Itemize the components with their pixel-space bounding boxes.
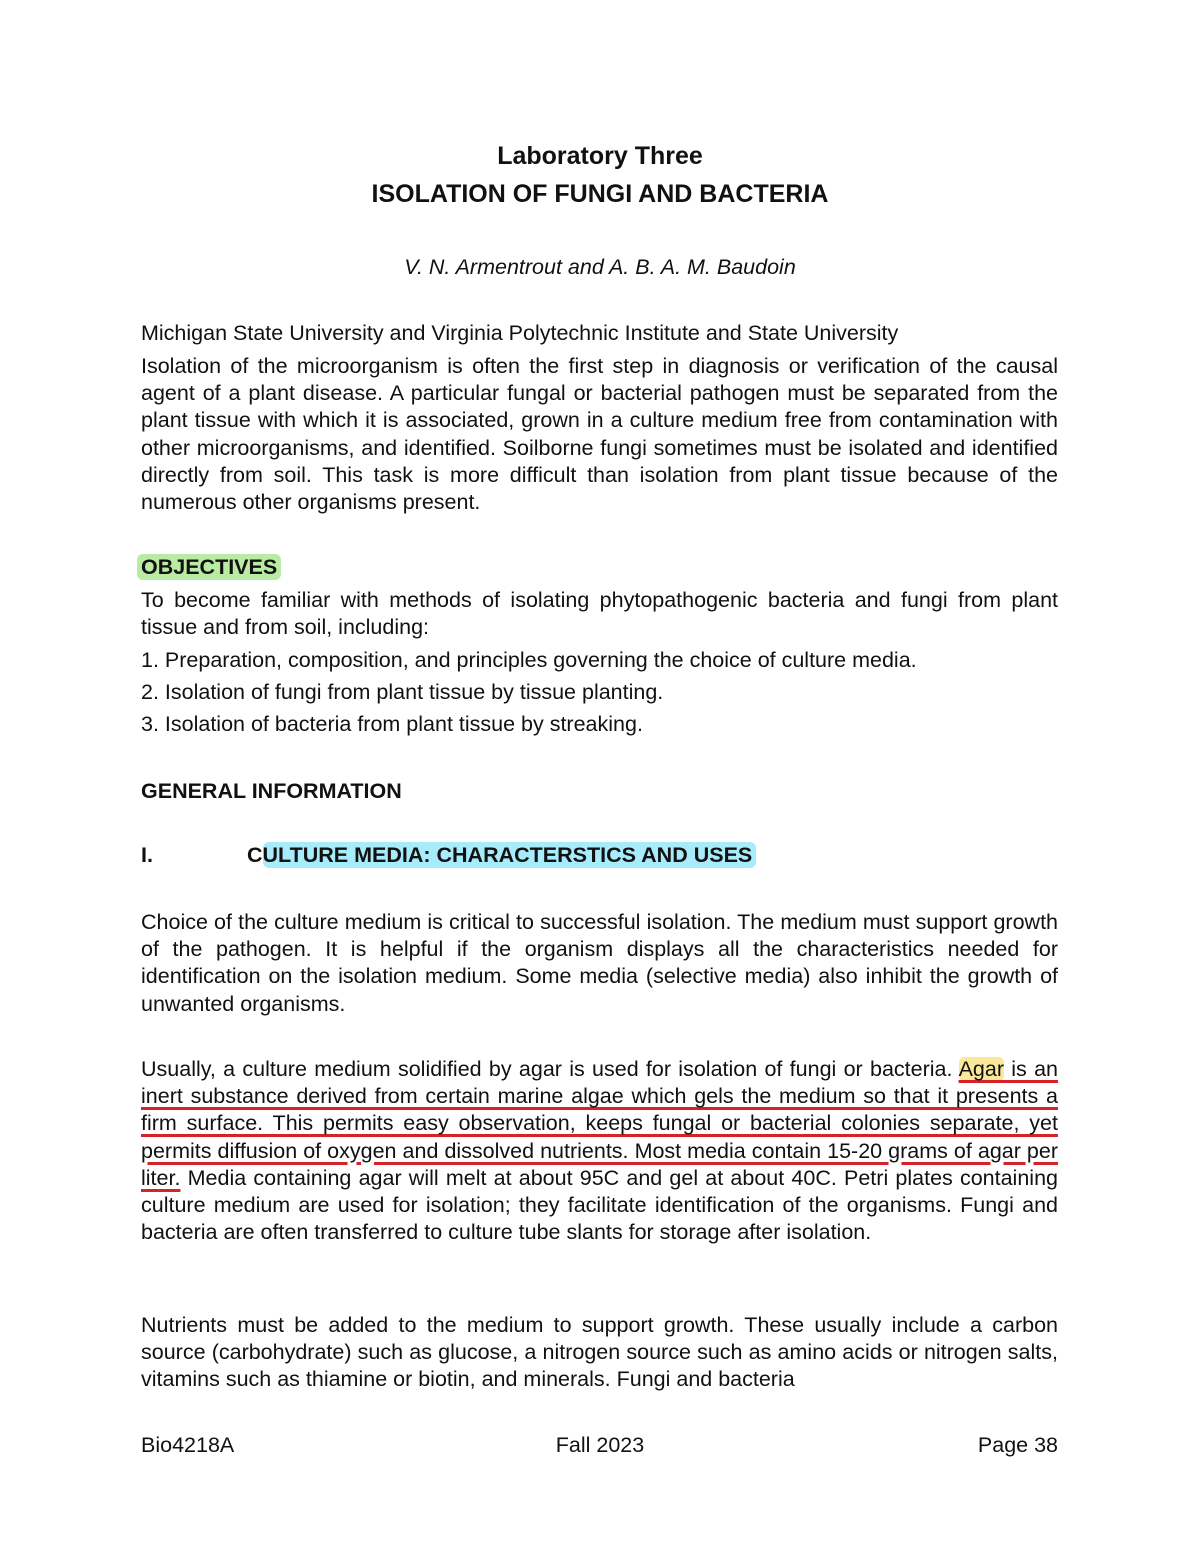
section-title — [247, 843, 756, 868]
objectives-highlight: OBJECTIVES — [137, 554, 281, 580]
objective-item: 1. Preparation, composition, and principles governing the choice of culture media. — [141, 648, 917, 672]
objective-item: 2. Isolation of fungi from plant tissue by tissue planting. — [141, 680, 664, 704]
objectives-lead: To become familiar with methods of isolating phytopathogenic bacteria and fungi from plant tissue and from soil, including: — [141, 588, 1058, 640]
objective-item: 3. Isolation of bacteria from plant tissue by streaking. — [141, 712, 643, 736]
culture-media-paragraph-3: Nutrients must be added to the medium to support growth. These usually include a carbon source (carbohydrate) such as glucose, a nitrogen source such as amino acids or nitrogen salts, vitamins such as thiamine or biotin, and minerals. Fungi and bacteria — [141, 1313, 1058, 1392]
culture-media-paragraph-1: Choice of the culture medium is critical to successful isolation. The medium must support growth of the pathogen. It is helpful if the organism displays all the characteristics needed for identification on the isolation medium. Some media (selective media) also inhibit the growth of unwanted organisms. — [141, 910, 1058, 1016]
title-line-1: Laboratory Three — [497, 142, 703, 170]
footer-term: Fall 2023 — [555, 1433, 645, 1457]
authors: V. N. Armentrout and A. B. A. M. Baudoin — [404, 255, 796, 279]
section-title-highlight: ULTURE MEDIA: CHARACTERSTICS AND USES — [263, 842, 757, 868]
agar-highlight: Agar — [958, 1057, 1004, 1081]
affiliation: Michigan State University and Virginia Polytechnic Institute and State University — [141, 321, 899, 345]
culture-media-paragraph-2 — [141, 1056, 1058, 1246]
title-line-2: ISOLATION OF FUNGI AND BACTERIA — [371, 180, 829, 208]
intro-paragraph: Isolation of the microorganism is often the first step in diagnosis or verification of the causal agent of a plant disease. A particular fungal or bacterial pathogen must be separated from the plant tissue with which it is associated, grown in a culture medium free from contamination with other microorganisms, and identified. Soilborne fungi sometimes must be isolated and identified directly from soil. This task is more difficult than isolation from plant tissue because of the numerous other organisms present. — [141, 354, 1058, 515]
underlined-passage: is an inert substance derived from certain marine algae which gels the medium so that it presents a firm surface. This permits easy observation, keeps fungal or bacterial colonies separate, yet permits diffusion of oxygen and dissolved nutrients. Most media contain 15-20 grams of agar per liter. — [141, 1057, 1058, 1190]
objectives-heading — [141, 554, 1058, 581]
footer-page-number: Page 38 — [977, 1433, 1058, 1457]
paragraph-2-end: Media containing agar will melt at about 95C and gel at about 40C. Petri plates containing culture medium are used for isolation; they facilitate identification of the organisms. Fungi and bacteria are often transferred to culture tube slants for storage after isolation. — [141, 1165, 1058, 1245]
section-title-first-letter: C — [247, 843, 263, 867]
section-number: I. — [141, 843, 153, 867]
paragraph-2-start: Usually, a culture medium solidified by agar is used for isolation of fungi or bacteria. — [141, 1057, 959, 1081]
footer-course: Bio4218A — [141, 1433, 235, 1457]
general-info-heading: GENERAL INFORMATION — [141, 779, 402, 803]
